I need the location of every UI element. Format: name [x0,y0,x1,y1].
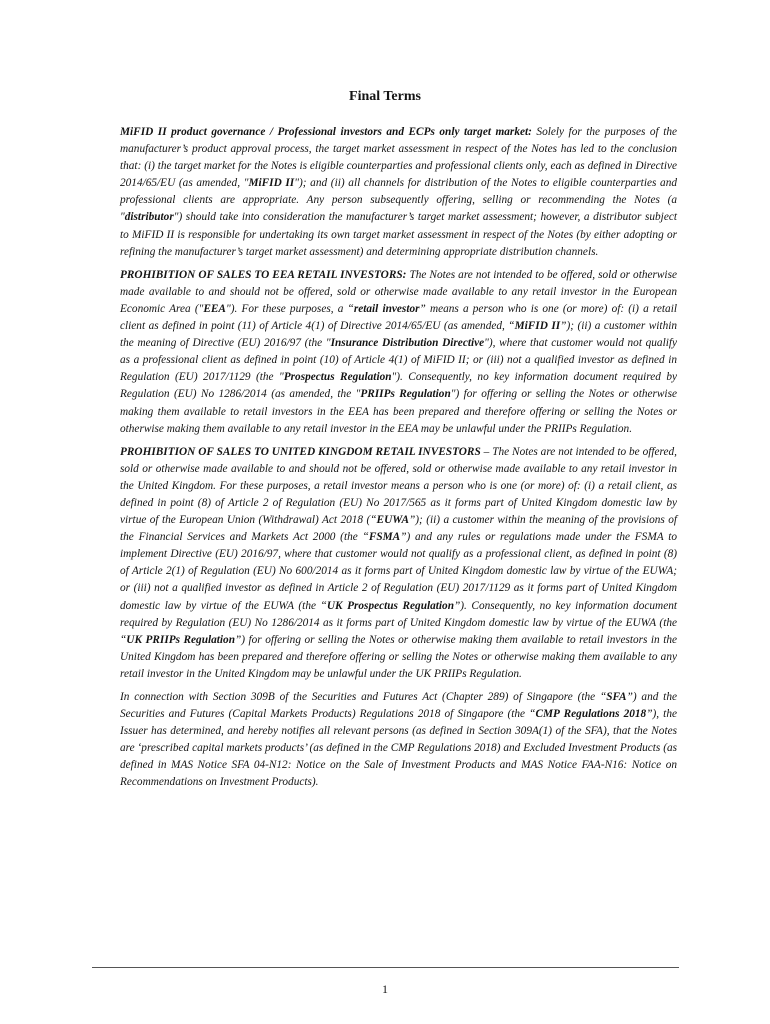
defined-term: UK PRIIPs Regulation [126,633,235,646]
defined-term: distributor [124,211,174,224]
paragraph-heading: PROHIBITION OF SALES TO EEA RETAIL INVESTORS: [120,268,407,281]
defined-term: MiFID II [514,320,561,333]
defined-term: EUWA [376,514,409,527]
defined-term: Prospectus Regulation [283,371,392,384]
singapore-sfa-paragraph: In connection with Section 309B of the Securities and Futures Act (Chapter 289) of Singapore (the “SFA”) and the Securities and Futures (Capital Markets Products) Regulations 2018 of Singapore (the “CMP Regulations 2018”), the Issuer has determined, and hereby notifies all relevant persons (as defined in Section 309A(1) of the SFA), that the Notes are ‘prescribed capital markets products’ (as defined in the CMP Regulations 2018) and Excluded Investment Products (as defined in MAS Notice SFA 04-N12: Notice on the Sale of Investment Products and MAS Notice FAA-N16: Notice on Recommendations on Investment Products). [120,691,677,789]
paragraph-heading: MiFID II product governance / Professional investors and ECPs only target market: [120,126,532,138]
mifid-governance-paragraph: MiFID II product governance / Professional investors and ECPs only target market: Solely for the purposes of the manufacturer’s product approval process, the target market assessment in respect of the Notes has led to the conclusion that: (i) the target market for the Notes is eligible counterparties and professional clients only, each as defined in Directive 2014/65/EU (as amended, "MiFID II"); and (ii) all channels for distribution of the Notes to eligible counterparties and professional clients are appropriate. Any person subsequently offering, selling or recommending the Notes (a "distributor") should take into consideration the manufacturer’s target market assessment; however, a distributor subject to MiFID II is responsible for undertaking its own target market assessment in respect of the Notes (by either adopting or refining the manufacturer’s target market assessment) and determining appropriate distribution channels. [120,126,678,258]
defined-term: retail investor [353,302,420,315]
defined-term: PRIIPs Regulation [360,388,451,401]
document-body [120,124,677,798]
eea-prohibition-paragraph: PROHIBITION OF SALES TO EEA RETAIL INVESTORS: The Notes are not intended to be offered, sold or otherwise made available to and should not be offered, sold or otherwise made available to any retail investor in the European Economic Area ("EEA"). For these purposes, a “retail investor” means a person who is one (or more) of: (i) a retail client as defined in point (11) of Article 4(1) of Directive 2014/65/EU (as amended, “MiFID II”); (ii) a customer within the meaning of Directive (EU) 2016/97 (the "Insurance Distribution Directive"), where that customer would not qualify as a professional client as defined in point (10) of Article 4(1) of MiFID II; or (iii) not a qualified investor as defined in Regulation (EU) 2017/1129 (the "Prospectus Regulation"). Consequently, no key information document required by Regulation (EU) No 1286/2014 (as amended, the "PRIIPs Regulation") for offering or selling the Notes or otherwise making them available to retail investors in the EEA has been prepared and therefore offering or selling the Notes or otherwise making them available to any retail investor in the EEA may be unlawful under the PRIIPs Regulation. [120,268,678,435]
defined-term: FSMA [368,531,401,544]
defined-term: UK Prospectus Regulation [326,599,454,612]
defined-term: MiFID II [248,177,295,190]
paragraph-heading: PROHIBITION OF SALES TO UNITED KINGDOM RETAIL INVESTORS [120,445,481,458]
defined-term: CMP Regulations 2018 [535,708,647,721]
defined-term: SFA [606,691,627,703]
footer-divider [92,967,679,968]
page-title: Final Terms [349,89,421,104]
defined-term: Insurance Distribution Directive [330,337,485,350]
page-number: 1 [382,982,388,996]
uk-prohibition-paragraph: PROHIBITION OF SALES TO UNITED KINGDOM RETAIL INVESTORS – The Notes are not intended to be offered, sold or otherwise made available to and should not be offered, sold or otherwise made available to any retail investor in the United Kingdom. For these purposes, a retail investor means a person who is one (or more) of: (i) a retail client, as defined in point (8) of Article 2 of Regulation (EU) No 2017/565 as it forms part of United Kingdom domestic law by virtue of the European Union (Withdrawal) Act 2018 (“EUWA”); (ii) a customer within the meaning of the provisions of the Financial Services and Markets Act 2000 (the “FSMA”) and any rules or regulations made under the FSMA to implement Directive (EU) 2016/97, where that customer would not qualify as a professional client, as defined in point (8) of Article 2(1) of Regulation (EU) No 600/2014 as it forms part of United Kingdom domestic law by virtue of the EUWA; or (iii) not a qualified investor as defined in Article 2 of Regulation (EU) 2017/1129 as it forms part of United Kingdom domestic law by virtue of the EUWA (the “UK Prospectus Regulation”). Consequently, no key information document required by Regulation (EU) No 1286/2014 as it forms part of United Kingdom domestic law by virtue of the EUWA (the “UK PRIIPs Regulation”) for offering or selling the Notes or otherwise making them available to retail investors in the United Kingdom has been prepared and therefore offering or selling the Notes or otherwise making them available to any retail investor in the United Kingdom may be unlawful under the UK PRIIPs Regulation. [120,445,678,680]
defined-term: EEA [203,302,226,315]
